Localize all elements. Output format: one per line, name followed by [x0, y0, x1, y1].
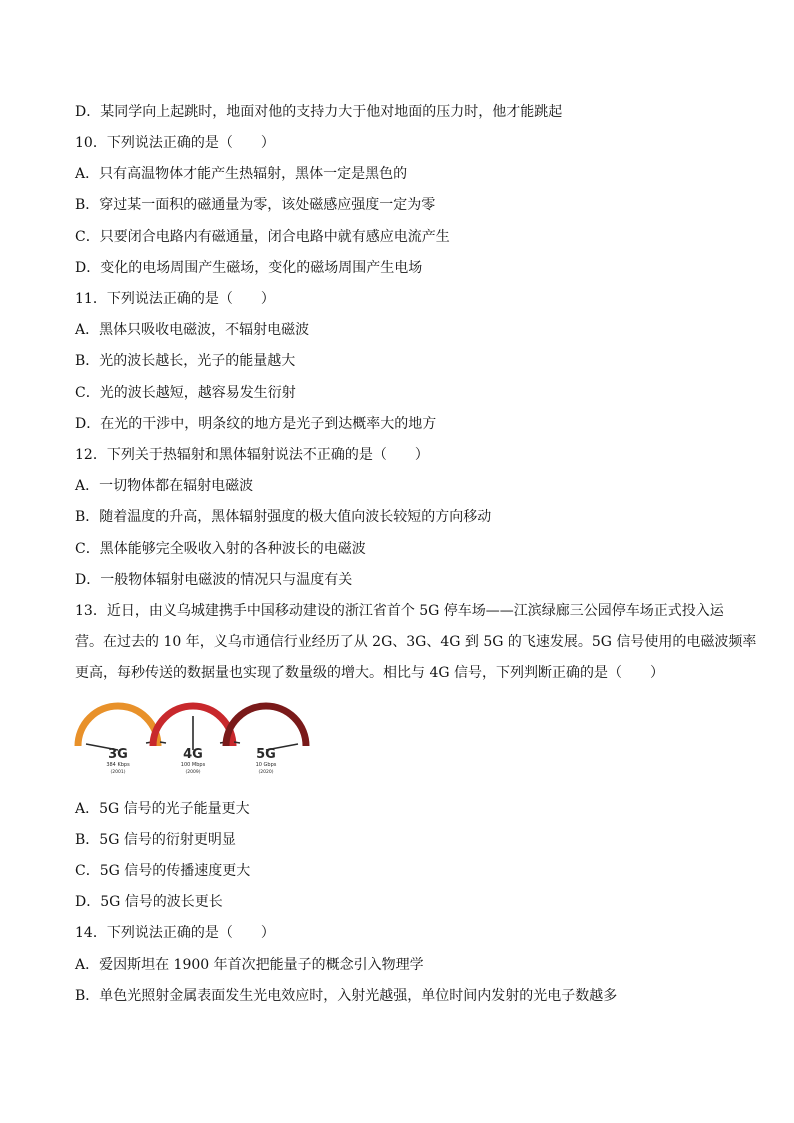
gauge-5g-year: (2020) — [258, 770, 274, 775]
q12-option-b: B．随着温度的升高，黑体辐射强度的极大值向波长较短的方向移动 — [75, 509, 492, 525]
q10-option-d: D．变化的电场周围产生磁场，变化的磁场周围产生电场 — [75, 260, 423, 276]
gauge-3g — [78, 706, 158, 775]
q11-option-c: C．光的波长越短，越容易发生衍射 — [75, 385, 296, 401]
gauge-4g-tick-left — [160, 742, 166, 743]
q11-option-b: B．光的波长越长，光子的能量越大 — [75, 353, 296, 369]
q10-option-c: C．只要闭合电路内有磁通量，闭合电路中就有感应电流产生 — [75, 229, 450, 245]
gauge-5g-speed: 10 Gbps — [255, 762, 277, 768]
gauge-5g-tick — [234, 742, 240, 743]
q12-option-a: A．一切物体都在辐射电磁波 — [75, 478, 254, 494]
q9-option-d: D．某同学向上起跳时，地面对他的支持力大于他对地面的压力时，他才能跳起 — [75, 104, 563, 120]
gauge-3g-arc — [78, 706, 158, 746]
gauge-3g-year: (2001) — [110, 770, 126, 775]
q14-option-b: B．单色光照射金属表面发生光电效应时，入射光越强，单位时间内发射的光电子数越多 — [75, 988, 618, 1004]
q14-stem: 14．下列说法正确的是（ ） — [75, 925, 275, 941]
gauge-4g — [153, 706, 233, 775]
gauge-5g-label: 5G — [256, 747, 276, 762]
gauge-3g-speed: 384 Kbps — [106, 762, 130, 768]
q10-option-a: A．只有高温物体才能产生热辐射，黑体一定是黑色的 — [75, 166, 408, 182]
q10-stem: 10．下列说法正确的是（ ） — [75, 135, 275, 151]
gauge-5g — [226, 706, 306, 775]
gauge-4g-year: (2009) — [185, 770, 201, 775]
q11-stem: 11．下列说法正确的是（ ） — [75, 291, 275, 307]
q12-option-d: D．一般物体辐射电磁波的情况只与温度有关 — [75, 572, 353, 588]
q13-option-b: B．5G 信号的衍射更明显 — [75, 832, 236, 848]
q12-stem: 12．下列关于热辐射和黑体辐射说法不正确的是（ ） — [75, 447, 429, 463]
q10-option-b: B．穿过某一面积的磁通量为零，该处磁感应强度一定为零 — [75, 197, 436, 213]
q14-option-a: A．爱因斯坦在 1900 年首次把能量子的概念引入物理学 — [75, 957, 424, 973]
q13-stem-line-1: 13．近日，由义乌城建携手中国移动建设的浙江省首个 5G 停车场——江滨绿廊三公园停车场正式投入运 — [75, 603, 724, 619]
q13-option-a: A．5G 信号的光子能量更大 — [75, 801, 250, 817]
q11-option-d: D．在光的干涉中，明条纹的地方是光子到达概率大的地方 — [75, 416, 437, 432]
q11-option-a: A．黑体只吸收电磁波，不辐射电磁波 — [75, 322, 310, 338]
q13-option-c: C．5G 信号的传播速度更大 — [75, 863, 251, 879]
gauge-3g-label: 3G — [108, 747, 128, 762]
network-speed-gauges-figure — [72, 698, 312, 780]
gauge-4g-speed: 100 Mbps — [180, 762, 206, 768]
q13-option-d: D．5G 信号的波长更长 — [75, 894, 223, 910]
q13-stem-line-2: 营。在过去的 10 年，义乌市通信行业经历了从 2G、3G、4G 到 5G 的飞速发展。5G 信号使用的电磁波频率 — [75, 634, 757, 650]
gauge-4g-label: 4G — [183, 747, 203, 762]
gauge-5g-arc — [226, 706, 306, 746]
q12-option-c: C．黑体能够完全吸收入射的各种波长的电磁波 — [75, 541, 366, 557]
q13-stem-line-3: 更高，每秒传送的数据量也实现了数量级的增大。相比与 4G 信号，下列判断正确的是（ ） — [75, 665, 664, 681]
